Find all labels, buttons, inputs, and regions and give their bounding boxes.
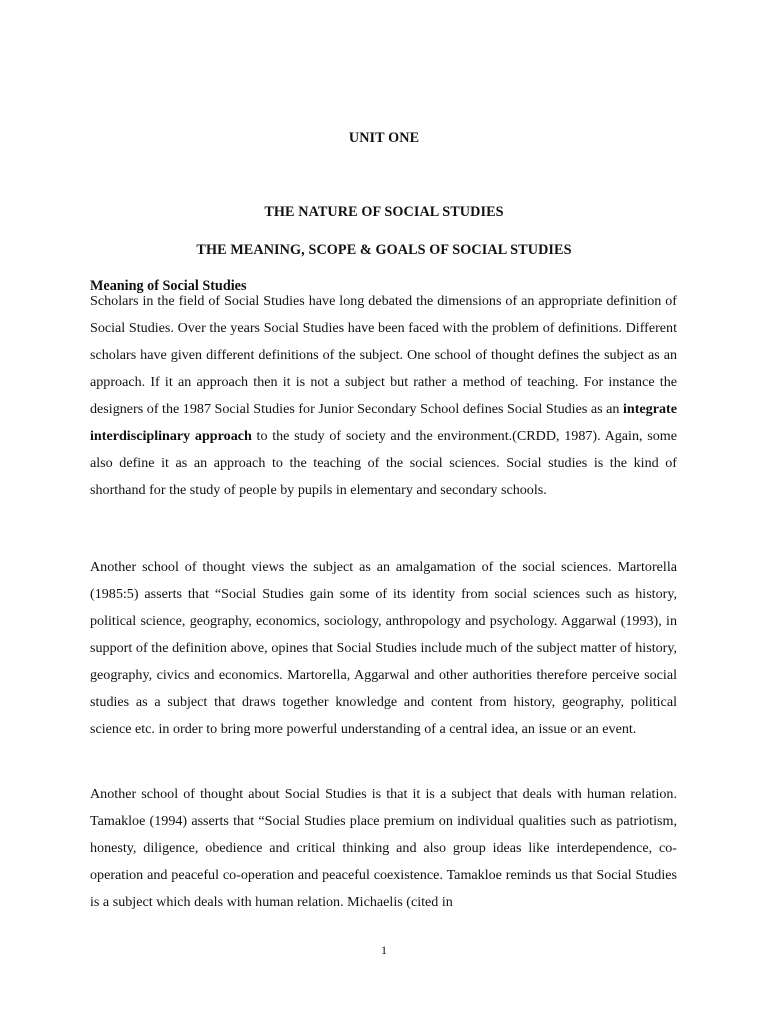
- section-heading: Meaning of Social Studies: [90, 278, 247, 294]
- paragraph-1: [90, 288, 677, 504]
- page-number: 1: [381, 943, 387, 957]
- paragraph-1-text-start: Scholars in the field of Social Studies have long debated the dimensions of an appropriate definition of Social Studies. Over the years Social Studies have been faced with the problem of definitions. Different scholars have given different definitions of the subject. One school of thought defines the subject as an approach. If it an approach then it is not a subject but rather a method of teaching. For instance the designers of the 1987 Social Studies for Junior Secondary School defines Social Studies as an: [90, 293, 677, 417]
- paragraph-1-text-end: to the study of society and the environment.(CRDD, 1987). Again, some also define it as an approach to the teaching of the social sciences. Social studies is the kind of shorthand for the study of people by pupils in elementary and secondary schools.: [90, 428, 677, 498]
- paragraph-1-bold-phrase: integrate interdisciplinary approach: [90, 401, 677, 444]
- unit-title: UNIT ONE: [348, 130, 420, 146]
- chapter-title: THE NATURE OF SOCIAL STUDIES: [264, 204, 504, 220]
- chapter-subtitle: THE MEANING, SCOPE & GOALS OF SOCIAL STUDIES: [196, 242, 572, 258]
- paragraph-3: Another school of thought about Social Studies is that it is a subject that deals with human relation. Tamakloe (1994) asserts that “Social Studies place premium on individual qualities such as patriotism, honesty, diligence, obedience and critical thinking and also group ideas like interdependence, co-operation and peaceful co-operation and peaceful coexistence. Tamakloe reminds us that Social Studies is a subject which deals with human relation. Michaelis (cited in: [90, 786, 677, 910]
- paragraph-2: Another school of thought views the subject as an amalgamation of the social sciences. Martorella (1985:5) asserts that “Social Studies gain some of its identity from social sciences such as history, political science, geography, economics, sociology, anthropology and psychology. Aggarwal (1993), in support of the definition above, opines that Social Studies include much of the subject matter of history, geography, civics and economics. Martorella, Aggarwal and other authorities therefore perceive social studies as a subject that draws together knowledge and content from history, geography, political science etc. in order to bring more powerful understanding of a central idea, an issue or an event.: [90, 559, 677, 737]
